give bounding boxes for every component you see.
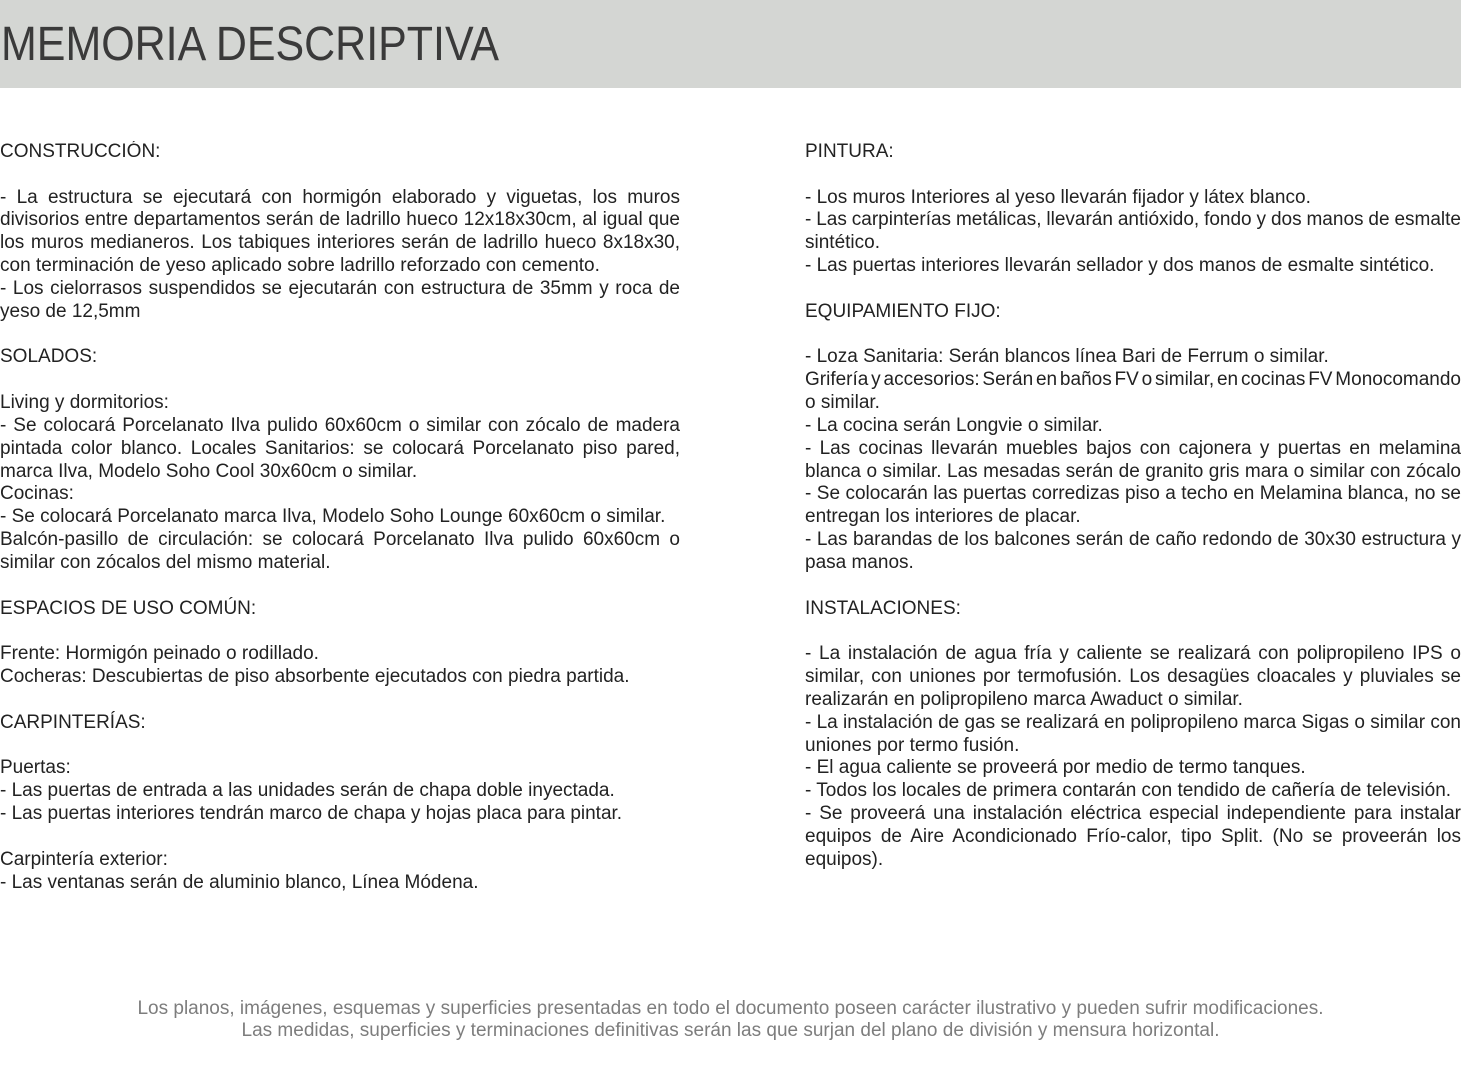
text-line: entregan los interiores de placar.	[805, 506, 1081, 528]
text-line: sintético.	[805, 232, 880, 254]
paragraph	[805, 255, 1461, 278]
text-line: marca Ilva, Modelo Soho Cool 30x60cm o similar.	[0, 460, 418, 482]
paragraph	[805, 369, 1461, 415]
text-line: Grifería y accesorios: Serán en baños FV o similar, en cocinas FV Monocomando	[805, 369, 1461, 391]
text-line: - Loza Sanitaria: Serán blancos línea Bari de Ferrum o similar.	[805, 346, 1329, 368]
text-line: Puertas:	[0, 757, 71, 779]
paragraph	[805, 483, 1461, 529]
text-line: uniones por termo fusión.	[805, 734, 1020, 756]
text-line: los muros medianeros. Los tabiques interiores serán de ladrillo hueco 8x18x30,	[0, 232, 680, 254]
right-column	[805, 141, 1461, 872]
text-line: yeso de 12,5mm	[0, 300, 141, 322]
paragraph	[0, 872, 680, 895]
text-line: divisorios entre departamentos serán de ladrillo hueco 12x18x30cm, al igual que	[0, 209, 680, 231]
text-line: - La estructura se ejecutará con hormigón elaborado y viguetas, los muros	[0, 186, 680, 208]
paragraph	[805, 346, 1461, 369]
paragraph	[805, 529, 1461, 575]
text-line: equipos).	[805, 848, 884, 870]
section-heading: CONSTRUCCIÓN:	[0, 141, 161, 162]
text-line: - Las puertas interiores tendrán marco de chapa y hojas placa para pintar.	[0, 803, 623, 825]
section-pintura	[805, 141, 1461, 278]
paragraph	[0, 757, 680, 780]
paragraph	[0, 529, 680, 575]
section-heading: INSTALACIONES:	[805, 597, 961, 619]
text-line: - Las cocinas llevarán muebles bajos con cajonera y puertas en melamina	[805, 437, 1461, 459]
text-line: pintada color blanco. Locales Sanitarios: se colocará Porcelanato piso pared,	[0, 437, 680, 459]
paragraph	[805, 803, 1461, 871]
section-instalaciones	[805, 598, 1461, 872]
text-line: - El agua caliente se proveerá por medio de termo tanques.	[805, 757, 1306, 779]
paragraph	[805, 643, 1461, 711]
text-line: Cocheras: Descubiertas de piso absorbente ejecutados con piedra partida.	[0, 666, 630, 688]
text-line: - La instalación de gas se realizará en polipropileno marca Sigas o similar con	[805, 711, 1461, 733]
section-heading: CARPINTERÍAS:	[0, 711, 146, 733]
text-line: realizarán en polipropileno marca Awaduct o similar.	[805, 688, 1243, 710]
section-equipamiento-fijo	[805, 301, 1461, 575]
text-line: - Todos los locales de primera contarán con tendido de cañería de televisión.	[805, 780, 1452, 802]
text-line: - Se colocará Porcelanato marca Ilva, Modelo Soho Lounge 60x60cm o similar.	[0, 506, 666, 528]
text-line: - La instalación de agua fría y caliente se realizará con polipropileno IPS o	[805, 643, 1461, 665]
header-bar	[0, 0, 1461, 88]
paragraph	[805, 780, 1461, 803]
section-heading: EQUIPAMIENTO FIJO:	[805, 300, 1001, 322]
text-line: Carpintería exterior:	[0, 848, 168, 870]
paragraph	[0, 643, 680, 666]
paragraph	[0, 506, 680, 529]
text-line: - Las barandas de los balcones serán de caño redondo de 30x30 estructura y	[805, 529, 1461, 551]
section-construccion	[0, 141, 680, 324]
text-line: - Las ventanas serán de aluminio blanco, Línea Módena.	[0, 871, 479, 893]
text-line: - Los cielorrasos suspendidos se ejecutarán con estructura de 35mm y roca de	[0, 277, 680, 299]
page-title: MEMORIA DESCRIPTIVA	[1, 18, 500, 71]
text-line: equipos de Aire Acondicionado Frío-calor, tipo Split. (No se proveerán los	[805, 825, 1461, 847]
paragraph	[0, 392, 680, 415]
text-line: Living y dormitorios:	[0, 392, 169, 414]
paragraph	[805, 757, 1461, 780]
section-espacios-uso-comun	[0, 598, 680, 689]
paragraph	[805, 209, 1461, 255]
paragraph	[0, 849, 680, 872]
text-line: - La cocina serán Longvie o similar.	[805, 414, 1103, 436]
text-line: - Las puertas de entrada a las unidades serán de chapa doble inyectada.	[0, 780, 615, 802]
paragraph	[805, 187, 1461, 210]
paragraph	[805, 438, 1461, 484]
text-line: con terminación de yeso aplicado sobre ladrillo reforzado con cemento.	[0, 255, 600, 277]
paragraph	[0, 780, 680, 803]
text-line: - Las puertas interiores llevarán sellador y dos manos de esmalte sintético.	[805, 255, 1435, 277]
footer-disclaimer	[0, 998, 1461, 1042]
paragraph	[0, 803, 680, 826]
text-line: Cocinas:	[0, 483, 74, 505]
section-heading: ESPACIOS DE USO COMÚN:	[0, 597, 257, 619]
paragraph	[0, 415, 680, 483]
paragraph	[0, 483, 680, 506]
paragraph	[805, 712, 1461, 758]
paragraph	[0, 278, 680, 324]
text-line: Frente: Hormigón peinado o rodillado.	[0, 643, 319, 665]
text-line: blanca o similar. Las mesadas serán de granito gris mara o similar con zócalo	[805, 460, 1461, 482]
paragraph	[805, 415, 1461, 438]
text-line: Balcón-pasillo de circulación: se colocará Porcelanato Ilva pulido 60x60cm o	[0, 529, 680, 551]
text-line: - Los muros Interiores al yeso llevarán fijador y látex blanco.	[805, 186, 1311, 208]
section-solados	[0, 346, 680, 574]
text-line: o similar.	[805, 392, 880, 414]
paragraph	[0, 666, 680, 689]
text-line: similar con zócalos del mismo material.	[0, 551, 331, 573]
text-line: similar, con uniones por termofusión. Los desagües cloacales y pluviales se	[805, 666, 1461, 688]
text-line: - Se proveerá una instalación eléctrica especial independiente para instalar	[805, 803, 1461, 825]
disclaimer-line: Los planos, imágenes, esquemas y superficies presentadas en todo el documento poseen carácter ilustrativo y pueden sufrir modificaciones.	[137, 998, 1324, 1019]
section-heading: SOLADOS:	[0, 346, 98, 368]
text-line: - Las carpinterías metálicas, llevarán antióxido, fondo y dos manos de esmalte	[805, 209, 1461, 231]
text-line: - Se colocará Porcelanato Ilva pulido 60x60cm o similar con zócalo de madera	[0, 414, 680, 436]
section-carpinterias	[0, 712, 680, 895]
text-line: pasa manos.	[805, 551, 914, 573]
text-line: - Se colocarán las puertas corredizas piso a techo en Melamina blanca, no se	[805, 483, 1461, 505]
paragraph	[0, 187, 680, 278]
disclaimer-line: Las medidas, superficies y terminaciones definitivas serán las que surjan del plano de división y mensura horizontal.	[241, 1020, 1220, 1041]
section-heading: PINTURA:	[805, 141, 894, 162]
left-column	[0, 141, 680, 894]
